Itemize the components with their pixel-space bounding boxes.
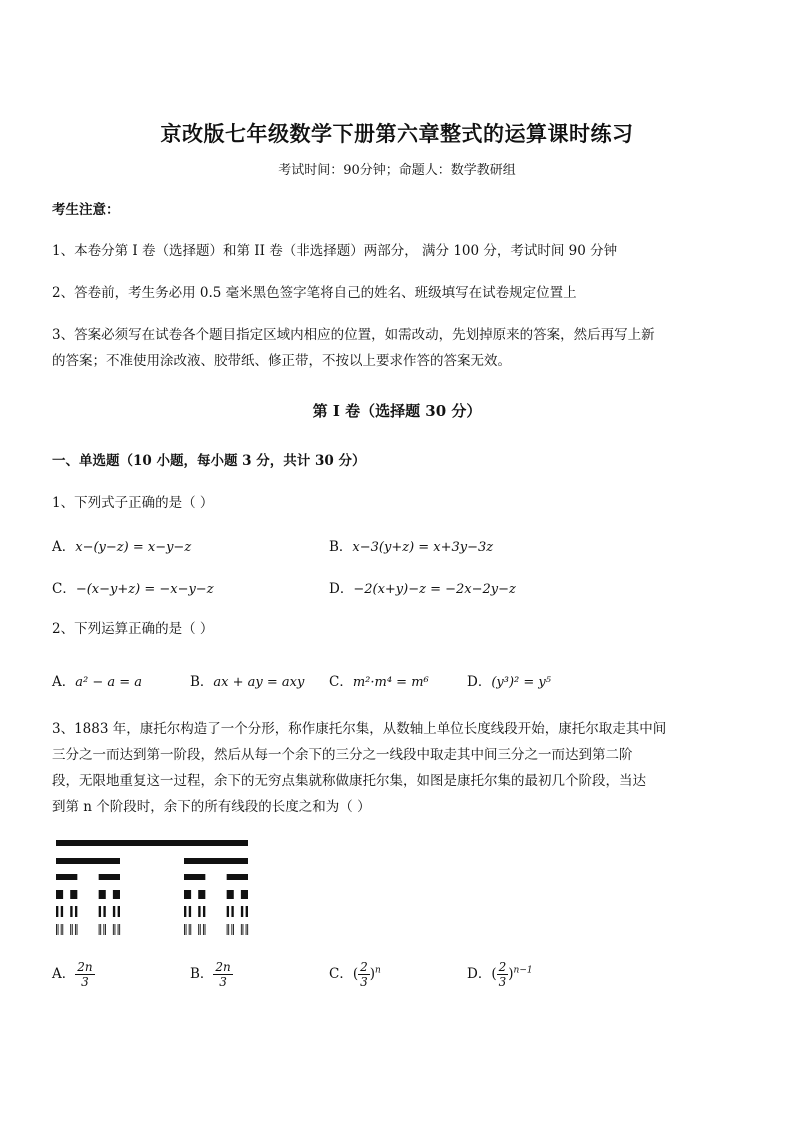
q2-option-c[interactable] [329,670,429,690]
option-expression: −(x−y+z) = −x−y−z [75,582,214,597]
fraction [497,960,509,989]
cantor-segment [184,874,205,880]
option-label: C． [329,966,353,982]
cantor-segment [241,890,248,899]
cantor-segment [242,924,243,935]
option-expression: m²·m⁴ = m⁶ [352,675,429,690]
question-1-stem: 1、下列式子正确的是（ ） [52,495,214,511]
q2-option-a[interactable] [52,670,142,690]
cantor-segment [113,906,115,917]
cantor-segment [227,874,248,880]
notice-item-2: 2、答卷前，考生务必用 0.5 毫米黑色签字笔将自己的姓名、班级填写在试卷规定位置上 [52,285,577,301]
cantor-segment [190,924,191,935]
cantor-segment [184,924,185,935]
cantor-segment [233,924,234,935]
cantor-segment [228,924,229,935]
cantor-segment [227,890,234,899]
cantor-segment [203,906,205,917]
question-3-stem-line-4: 到第 n 个阶段时，余下的所有线段的长度之和为（ ） [52,799,371,815]
cantor-segment [227,924,228,935]
cantor-segment [56,890,63,899]
option-label: D． [329,581,354,597]
cantor-segment [231,906,233,917]
cantor-segment [186,924,187,935]
cantor-segment [114,924,115,935]
cantor-segment [184,890,191,899]
cantor-segment [99,874,120,880]
fraction-denominator: 3 [498,975,507,989]
paren-open: ( [491,966,497,982]
cantor-segment [56,858,120,864]
option-expression: x−(y−z) = x−y−z [75,540,192,555]
cantor-segment [103,924,104,935]
cantor-segment [77,924,78,935]
q1-option-b[interactable] [329,535,493,555]
cantor-segment [198,924,199,935]
cantor-segment [184,906,186,917]
option-expression: a² − a = a [75,675,143,690]
cantor-segment [56,874,77,880]
fraction-numerator: 2 [360,960,368,974]
fraction-denominator: 3 [219,975,227,989]
cantor-segment [205,924,206,935]
cantor-segment [61,924,62,935]
page-title: 京改版七年级数学下册第六章整式的运算课时练习 [160,121,634,146]
cantor-segment [72,924,73,935]
question-3-stem-line-1: 3、1883 年，康托尔构造了一个分形，称作康托尔集，从数轴上单位长度线段开始，康托尔取走其中间 [52,721,667,737]
cantor-segment [113,924,114,935]
question-3-stem-line-3: 段，无限地重复这一过程，余下的无穷点集就称做康托尔集，如图是康托尔集的最初几个阶段，当达 [52,773,646,789]
fraction [75,960,94,989]
option-label: A． [52,674,76,690]
question-2-stem: 2、下列运算正确的是（ ） [52,621,214,637]
cantor-segment [113,890,120,899]
cantor-segment [118,906,120,917]
section-title: 第 I 卷（选择题 30 分） [312,402,482,420]
cantor-set-figure [52,836,252,940]
q3-option-b[interactable] [190,960,233,989]
cantor-segment [189,924,190,935]
fraction [213,960,232,989]
cantor-segment [203,924,204,935]
q1-option-d[interactable] [329,577,516,597]
cantor-segment [105,924,106,935]
option-expression: x−3(y+z) = x+3y−3z [352,540,494,555]
q1-option-c[interactable] [52,577,214,597]
cantor-segment [75,924,76,935]
cantor-segment [198,906,200,917]
option-expression: −2(x+y)−z = −2x−2y−z [353,582,516,597]
cantor-segment [61,906,63,917]
option-label: B． [329,539,353,555]
cantor-segment [100,924,101,935]
q3-option-c[interactable] [329,960,381,989]
option-expression: ax + ay = axy [213,675,305,690]
option-label: B． [190,966,214,982]
part-title: 一、单选题（10 小题，每小题 3 分，共计 30 分） [52,453,366,469]
cantor-segment [99,924,100,935]
cantor-segment [198,890,205,899]
cantor-segment [56,840,248,846]
cantor-segment [103,906,105,917]
option-label: C． [329,674,353,690]
option-label: D． [467,966,492,982]
exponent: n [375,965,381,976]
notice-item-3-cont: 的答案；不准使用涂改液、胶带纸、修正带，不按以上要求作答的答案无效。 [52,353,511,369]
fraction-numerator: 2 [498,960,507,974]
q3-option-d[interactable] [467,960,533,989]
option-label: A． [52,966,76,982]
exponent: n−1 [513,965,533,976]
fraction-denominator: 3 [360,975,368,989]
cantor-segment [70,890,77,899]
option-label: B． [190,674,214,690]
notice-item-3: 3、答案必须写在试卷各个题目指定区域内相应的位置，如需改动，先划掉原来的答案，然后再写上新 [52,327,655,343]
fraction-denominator: 3 [81,975,89,989]
cantor-segment [62,924,63,935]
cantor-segment [246,906,248,917]
fraction-numerator: 2n [215,960,231,974]
cantor-segment [241,924,242,935]
notice-item-1: 1、本卷分第 I 卷（选择题）和第 II 卷（非选择题）两部分， 满分 100 分，考试时间 90 分钟 [52,243,618,259]
cantor-segment [56,924,57,935]
cantor-segment [119,924,120,935]
q1-option-a[interactable] [52,535,191,555]
paren-close: ) [369,966,376,982]
cantor-segment [227,906,229,917]
cantor-segment [99,906,101,917]
cantor-segment [99,890,106,899]
option-expression: (y³)² = y⁵ [491,675,551,690]
cantor-segment [247,924,248,935]
notice-heading: 考生注意： [52,202,120,218]
cantor-segment [246,924,247,935]
paren-open: ( [352,966,359,982]
fraction [358,960,370,989]
cantor-segment [56,906,58,917]
cantor-segment [189,906,191,917]
cantor-segment [241,906,243,917]
cantor-segment [70,924,71,935]
question-3-stem-line-2: 三分之一而达到第一阶段，然后从每一个余下的三分之一线段中取走其中间三分之一而达到第二阶 [52,747,633,763]
exam-info: 考试时间：90分钟；命题人：数学教研组 [278,163,516,178]
option-label: D． [467,674,492,690]
cantor-segment [231,924,232,935]
cantor-segment [184,858,248,864]
q2-option-b[interactable] [190,670,304,690]
option-label: A． [52,539,76,555]
cantor-segment [58,924,59,935]
fraction-numerator: 2n [77,960,93,974]
cantor-segment [70,906,72,917]
option-label: C． [52,581,76,597]
q3-option-a[interactable] [52,960,95,989]
cantor-segment [75,906,77,917]
cantor-segment [200,924,201,935]
cantor-segment [118,924,119,935]
q2-option-d[interactable] [467,670,551,690]
paren-close: ) [508,966,514,982]
